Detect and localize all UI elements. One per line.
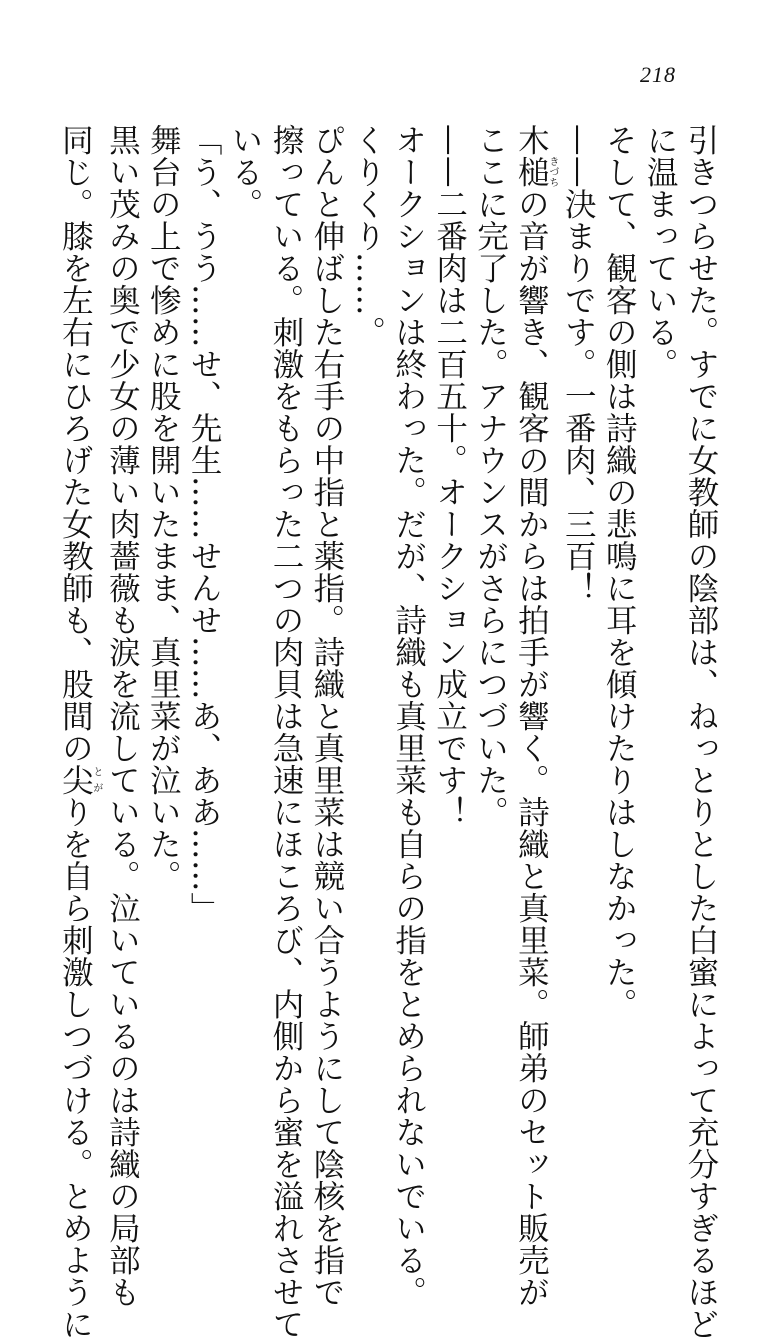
text-line: 擦っている。刺激をもらった二つの肉貝は急速にほころび、内側から蜜を溢れさせて bbox=[267, 124, 304, 1340]
text-line: くりくり……。 bbox=[349, 124, 386, 348]
text-line: ——二番肉は二百五十。オークション成立です！ bbox=[431, 124, 468, 828]
text-line: 同じ。膝を左右にひろげた女教師も、股間の尖とがりを自ら刺激しつづける。とめように bbox=[57, 124, 102, 1340]
text-line: ここに完了した。アナウンスがさらにつづいた。 bbox=[472, 124, 509, 828]
text-line: ——決まりです。一番肉、三百！ bbox=[560, 124, 597, 604]
ruby-annotation: 尖とが bbox=[57, 764, 102, 796]
text-line: 舞台の上で惨めに股を開いたまま、真里菜が泣いた。 bbox=[145, 124, 182, 892]
page-number: 218 bbox=[640, 62, 676, 87]
body-text bbox=[57, 124, 721, 1340]
text-line: 木槌きづちの音が響き、観客の間からは拍手が響く。詩織と真里菜。師弟のセット販売が bbox=[513, 124, 558, 1308]
text-line: ぴんと伸ばした右手の中指と薬指。詩織と真里菜は競い合うようにして陰核を指で bbox=[308, 124, 345, 1308]
text-line: に温まっている。 bbox=[642, 124, 679, 380]
text-line: オークションは終わった。だが、詩織も真里菜も自らの指をとめられないでいる。 bbox=[390, 124, 427, 1308]
text-line: 「う、うう……せ、先生……せんせ……あ、ああ……」 bbox=[186, 124, 223, 924]
text-line: いる。 bbox=[227, 124, 264, 220]
ruby-annotation: 槌きづち bbox=[513, 156, 558, 188]
text-line: 黒い茂みの奥で少女の薄い肉薔薇も涙を流している。泣いているのは詩織の局部も bbox=[104, 124, 141, 1308]
text-line: そして、観客の側は詩織の悲鳴に耳を傾けたりはしなかった。 bbox=[601, 124, 638, 1020]
text-line: 引きつらせた。すでに女教師の陰部は、ねっとりとした白蜜によって充分すぎるほど bbox=[683, 124, 719, 1340]
